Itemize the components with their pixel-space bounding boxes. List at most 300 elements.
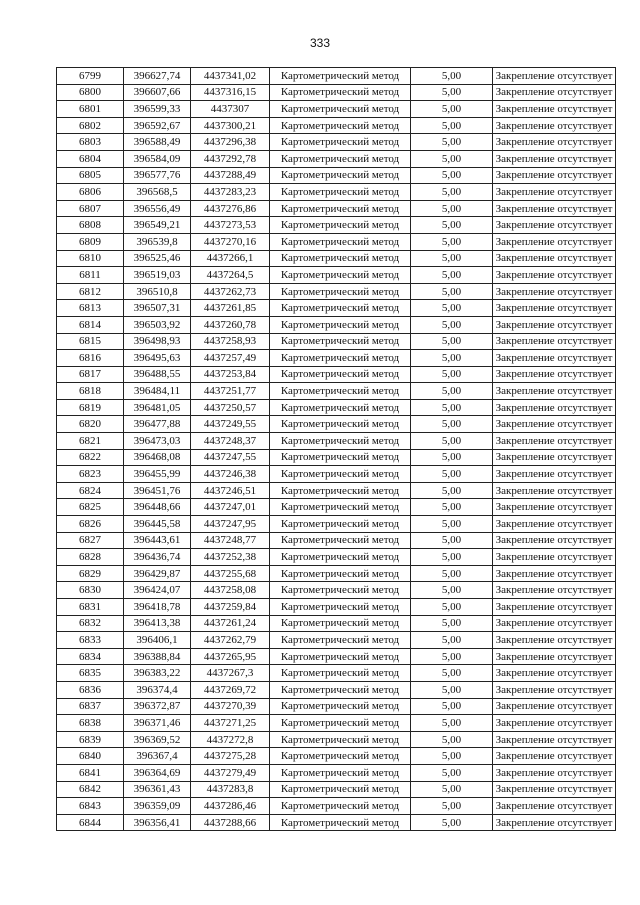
table-row [57, 615, 616, 632]
y-coordinate-cell: 4437279,49 [191, 764, 270, 781]
method-cell: Картометрический метод [270, 516, 411, 533]
fixation-cell: Закрепление отсутствует [493, 698, 616, 715]
point-number-cell: 6822 [57, 449, 124, 466]
y-coordinate-cell: 4437253,84 [191, 366, 270, 383]
accuracy-cell: 5,00 [411, 68, 493, 85]
x-coordinate-cell: 396445,58 [124, 516, 191, 533]
point-number-cell: 6815 [57, 333, 124, 350]
point-number-cell: 6807 [57, 200, 124, 217]
accuracy-cell: 5,00 [411, 150, 493, 167]
point-number-cell: 6837 [57, 698, 124, 715]
fixation-cell: Закрепление отсутствует [493, 134, 616, 151]
fixation-cell: Закрепление отсутствует [493, 599, 616, 616]
fixation-cell: Закрепление отсутствует [493, 416, 616, 433]
x-coordinate-cell: 396418,78 [124, 599, 191, 616]
accuracy-cell: 5,00 [411, 532, 493, 549]
method-cell: Картометрический метод [270, 233, 411, 250]
table-row [57, 283, 616, 300]
point-number-cell: 6824 [57, 482, 124, 499]
y-coordinate-cell: 4437292,78 [191, 150, 270, 167]
accuracy-cell: 5,00 [411, 383, 493, 400]
point-number-cell: 6835 [57, 665, 124, 682]
x-coordinate-cell: 396477,88 [124, 416, 191, 433]
accuracy-cell: 5,00 [411, 316, 493, 333]
y-coordinate-cell: 4437288,66 [191, 814, 270, 831]
table-row [57, 681, 616, 698]
accuracy-cell: 5,00 [411, 283, 493, 300]
y-coordinate-cell: 4437266,1 [191, 250, 270, 267]
fixation-cell: Закрепление отсутствует [493, 84, 616, 101]
fixation-cell: Закрепление отсутствует [493, 316, 616, 333]
x-coordinate-cell: 396588,49 [124, 134, 191, 151]
method-cell: Картометрический метод [270, 350, 411, 367]
point-number-cell: 6840 [57, 748, 124, 765]
point-number-cell: 6829 [57, 565, 124, 582]
point-number-cell: 6818 [57, 383, 124, 400]
fixation-cell: Закрепление отсутствует [493, 748, 616, 765]
fixation-cell: Закрепление отсутствует [493, 565, 616, 582]
fixation-cell: Закрепление отсутствует [493, 184, 616, 201]
point-number-cell: 6832 [57, 615, 124, 632]
x-coordinate-cell: 396584,09 [124, 150, 191, 167]
point-number-cell: 6810 [57, 250, 124, 267]
accuracy-cell: 5,00 [411, 416, 493, 433]
method-cell: Картометрический метод [270, 532, 411, 549]
accuracy-cell: 5,00 [411, 582, 493, 599]
y-coordinate-cell: 4437246,51 [191, 482, 270, 499]
x-coordinate-cell: 396356,41 [124, 814, 191, 831]
x-coordinate-cell: 396364,69 [124, 764, 191, 781]
y-coordinate-cell: 4437269,72 [191, 681, 270, 698]
table-row [57, 200, 616, 217]
accuracy-cell: 5,00 [411, 134, 493, 151]
accuracy-cell: 5,00 [411, 499, 493, 516]
accuracy-cell: 5,00 [411, 101, 493, 118]
point-number-cell: 6826 [57, 516, 124, 533]
method-cell: Картометрический метод [270, 300, 411, 317]
method-cell: Картометрический метод [270, 167, 411, 184]
table-row [57, 366, 616, 383]
table-row [57, 300, 616, 317]
point-number-cell: 6804 [57, 150, 124, 167]
fixation-cell: Закрепление отсутствует [493, 798, 616, 815]
table-row [57, 582, 616, 599]
x-coordinate-cell: 396451,76 [124, 482, 191, 499]
coordinates-table [56, 67, 616, 831]
method-cell: Картометрический метод [270, 101, 411, 118]
y-coordinate-cell: 4437265,95 [191, 648, 270, 665]
coordinates-table-body [57, 68, 616, 831]
y-coordinate-cell: 4437258,08 [191, 582, 270, 599]
table-row [57, 814, 616, 831]
accuracy-cell: 5,00 [411, 233, 493, 250]
table-row [57, 433, 616, 450]
table-row [57, 748, 616, 765]
accuracy-cell: 5,00 [411, 764, 493, 781]
x-coordinate-cell: 396592,67 [124, 117, 191, 134]
fixation-cell: Закрепление отсутствует [493, 516, 616, 533]
fixation-cell: Закрепление отсутствует [493, 200, 616, 217]
x-coordinate-cell: 396448,66 [124, 499, 191, 516]
fixation-cell: Закрепление отсутствует [493, 233, 616, 250]
table-row [57, 648, 616, 665]
y-coordinate-cell: 4437259,84 [191, 599, 270, 616]
accuracy-cell: 5,00 [411, 599, 493, 616]
x-coordinate-cell: 396607,66 [124, 84, 191, 101]
x-coordinate-cell: 396495,63 [124, 350, 191, 367]
point-number-cell: 6827 [57, 532, 124, 549]
point-number-cell: 6828 [57, 549, 124, 566]
point-number-cell: 6825 [57, 499, 124, 516]
x-coordinate-cell: 396484,11 [124, 383, 191, 400]
method-cell: Картометрический метод [270, 814, 411, 831]
y-coordinate-cell: 4437250,57 [191, 399, 270, 416]
x-coordinate-cell: 396372,87 [124, 698, 191, 715]
accuracy-cell: 5,00 [411, 565, 493, 582]
y-coordinate-cell: 4437307 [191, 101, 270, 118]
point-number-cell: 6799 [57, 68, 124, 85]
method-cell: Картометрический метод [270, 283, 411, 300]
point-number-cell: 6819 [57, 399, 124, 416]
table-row [57, 665, 616, 682]
accuracy-cell: 5,00 [411, 681, 493, 698]
x-coordinate-cell: 396473,03 [124, 433, 191, 450]
x-coordinate-cell: 396443,61 [124, 532, 191, 549]
accuracy-cell: 5,00 [411, 466, 493, 483]
x-coordinate-cell: 396549,21 [124, 217, 191, 234]
accuracy-cell: 5,00 [411, 433, 493, 450]
fixation-cell: Закрепление отсутствует [493, 283, 616, 300]
point-number-cell: 6838 [57, 715, 124, 732]
y-coordinate-cell: 4437262,73 [191, 283, 270, 300]
y-coordinate-cell: 4437296,38 [191, 134, 270, 151]
table-row [57, 333, 616, 350]
point-number-cell: 6833 [57, 632, 124, 649]
method-cell: Картометрический метод [270, 681, 411, 698]
accuracy-cell: 5,00 [411, 615, 493, 632]
method-cell: Картометрический метод [270, 565, 411, 582]
method-cell: Картометрический метод [270, 698, 411, 715]
fixation-cell: Закрепление отсутствует [493, 648, 616, 665]
method-cell: Картометрический метод [270, 549, 411, 566]
x-coordinate-cell: 396525,46 [124, 250, 191, 267]
point-number-cell: 6811 [57, 267, 124, 284]
x-coordinate-cell: 396371,46 [124, 715, 191, 732]
y-coordinate-cell: 4437273,53 [191, 217, 270, 234]
x-coordinate-cell: 396374,4 [124, 681, 191, 698]
accuracy-cell: 5,00 [411, 698, 493, 715]
method-cell: Картометрический метод [270, 715, 411, 732]
fixation-cell: Закрепление отсутствует [493, 731, 616, 748]
point-number-cell: 6843 [57, 798, 124, 815]
method-cell: Картометрический метод [270, 615, 411, 632]
method-cell: Картометрический метод [270, 499, 411, 516]
accuracy-cell: 5,00 [411, 632, 493, 649]
fixation-cell: Закрепление отсутствует [493, 715, 616, 732]
x-coordinate-cell: 396627,74 [124, 68, 191, 85]
accuracy-cell: 5,00 [411, 781, 493, 798]
table-row [57, 632, 616, 649]
method-cell: Картометрический метод [270, 316, 411, 333]
method-cell: Картометрический метод [270, 648, 411, 665]
y-coordinate-cell: 4437258,93 [191, 333, 270, 350]
method-cell: Картометрический метод [270, 267, 411, 284]
y-coordinate-cell: 4437264,5 [191, 267, 270, 284]
method-cell: Картометрический метод [270, 416, 411, 433]
x-coordinate-cell: 396539,8 [124, 233, 191, 250]
fixation-cell: Закрепление отсутствует [493, 632, 616, 649]
x-coordinate-cell: 396510,8 [124, 283, 191, 300]
method-cell: Картометрический метод [270, 731, 411, 748]
fixation-cell: Закрепление отсутствует [493, 433, 616, 450]
method-cell: Картометрический метод [270, 764, 411, 781]
table-row [57, 715, 616, 732]
method-cell: Картометрический метод [270, 200, 411, 217]
point-number-cell: 6814 [57, 316, 124, 333]
accuracy-cell: 5,00 [411, 748, 493, 765]
table-row [57, 233, 616, 250]
point-number-cell: 6808 [57, 217, 124, 234]
y-coordinate-cell: 4437300,21 [191, 117, 270, 134]
fixation-cell: Закрепление отсутствует [493, 250, 616, 267]
y-coordinate-cell: 4437252,38 [191, 549, 270, 566]
fixation-cell: Закрепление отсутствует [493, 549, 616, 566]
fixation-cell: Закрепление отсутствует [493, 681, 616, 698]
y-coordinate-cell: 4437251,77 [191, 383, 270, 400]
accuracy-cell: 5,00 [411, 715, 493, 732]
method-cell: Картометрический метод [270, 781, 411, 798]
point-number-cell: 6841 [57, 764, 124, 781]
accuracy-cell: 5,00 [411, 665, 493, 682]
y-coordinate-cell: 4437276,86 [191, 200, 270, 217]
method-cell: Картометрический метод [270, 482, 411, 499]
y-coordinate-cell: 4437247,95 [191, 516, 270, 533]
method-cell: Картометрический метод [270, 433, 411, 450]
accuracy-cell: 5,00 [411, 516, 493, 533]
x-coordinate-cell: 396424,07 [124, 582, 191, 599]
fixation-cell: Закрепление отсутствует [493, 217, 616, 234]
table-row [57, 134, 616, 151]
point-number-cell: 6831 [57, 599, 124, 616]
x-coordinate-cell: 396507,31 [124, 300, 191, 317]
fixation-cell: Закрепление отсутствует [493, 482, 616, 499]
x-coordinate-cell: 396455,99 [124, 466, 191, 483]
y-coordinate-cell: 4437283,8 [191, 781, 270, 798]
table-row [57, 449, 616, 466]
page-number: 333 [309, 36, 331, 50]
table-row [57, 117, 616, 134]
y-coordinate-cell: 4437249,55 [191, 416, 270, 433]
fixation-cell: Закрепление отсутствует [493, 399, 616, 416]
point-number-cell: 6817 [57, 366, 124, 383]
accuracy-cell: 5,00 [411, 267, 493, 284]
method-cell: Картометрический метод [270, 366, 411, 383]
x-coordinate-cell: 396369,52 [124, 731, 191, 748]
method-cell: Картометрический метод [270, 748, 411, 765]
accuracy-cell: 5,00 [411, 200, 493, 217]
table-row [57, 781, 616, 798]
point-number-cell: 6813 [57, 300, 124, 317]
y-coordinate-cell: 4437261,24 [191, 615, 270, 632]
accuracy-cell: 5,00 [411, 250, 493, 267]
y-coordinate-cell: 4437262,79 [191, 632, 270, 649]
point-number-cell: 6805 [57, 167, 124, 184]
fixation-cell: Закрепление отсутствует [493, 150, 616, 167]
method-cell: Картометрический метод [270, 84, 411, 101]
accuracy-cell: 5,00 [411, 399, 493, 416]
fixation-cell: Закрепление отсутствует [493, 466, 616, 483]
fixation-cell: Закрепление отсутствует [493, 300, 616, 317]
point-number-cell: 6836 [57, 681, 124, 698]
method-cell: Картометрический метод [270, 250, 411, 267]
fixation-cell: Закрепление отсутствует [493, 665, 616, 682]
method-cell: Картометрический метод [270, 582, 411, 599]
x-coordinate-cell: 396568,5 [124, 184, 191, 201]
method-cell: Картометрический метод [270, 399, 411, 416]
fixation-cell: Закрепление отсутствует [493, 582, 616, 599]
method-cell: Картометрический метод [270, 117, 411, 134]
accuracy-cell: 5,00 [411, 84, 493, 101]
table-row [57, 350, 616, 367]
y-coordinate-cell: 4437272,8 [191, 731, 270, 748]
x-coordinate-cell: 396388,84 [124, 648, 191, 665]
x-coordinate-cell: 396383,22 [124, 665, 191, 682]
x-coordinate-cell: 396503,92 [124, 316, 191, 333]
point-number-cell: 6842 [57, 781, 124, 798]
table-row [57, 101, 616, 118]
x-coordinate-cell: 396367,4 [124, 748, 191, 765]
table-row [57, 731, 616, 748]
accuracy-cell: 5,00 [411, 798, 493, 815]
method-cell: Картометрический метод [270, 449, 411, 466]
point-number-cell: 6803 [57, 134, 124, 151]
y-coordinate-cell: 4437270,16 [191, 233, 270, 250]
y-coordinate-cell: 4437248,77 [191, 532, 270, 549]
x-coordinate-cell: 396481,05 [124, 399, 191, 416]
table-row [57, 150, 616, 167]
y-coordinate-cell: 4437247,55 [191, 449, 270, 466]
accuracy-cell: 5,00 [411, 350, 493, 367]
accuracy-cell: 5,00 [411, 117, 493, 134]
y-coordinate-cell: 4437270,39 [191, 698, 270, 715]
accuracy-cell: 5,00 [411, 731, 493, 748]
y-coordinate-cell: 4437260,78 [191, 316, 270, 333]
fixation-cell: Закрепление отсутствует [493, 764, 616, 781]
fixation-cell: Закрепление отсутствует [493, 781, 616, 798]
y-coordinate-cell: 4437316,15 [191, 84, 270, 101]
point-number-cell: 6823 [57, 466, 124, 483]
method-cell: Картометрический метод [270, 184, 411, 201]
x-coordinate-cell: 396577,76 [124, 167, 191, 184]
x-coordinate-cell: 396519,03 [124, 267, 191, 284]
point-number-cell: 6844 [57, 814, 124, 831]
fixation-cell: Закрепление отсутствует [493, 350, 616, 367]
x-coordinate-cell: 396361,43 [124, 781, 191, 798]
y-coordinate-cell: 4437257,49 [191, 350, 270, 367]
point-number-cell: 6812 [57, 283, 124, 300]
table-row [57, 84, 616, 101]
table-row [57, 416, 616, 433]
fixation-cell: Закрепление отсутствует [493, 101, 616, 118]
accuracy-cell: 5,00 [411, 217, 493, 234]
accuracy-cell: 5,00 [411, 333, 493, 350]
accuracy-cell: 5,00 [411, 184, 493, 201]
y-coordinate-cell: 4437247,01 [191, 499, 270, 516]
table-row [57, 482, 616, 499]
y-coordinate-cell: 4437271,25 [191, 715, 270, 732]
table-row [57, 383, 616, 400]
x-coordinate-cell: 396498,93 [124, 333, 191, 350]
table-row [57, 516, 616, 533]
point-number-cell: 6839 [57, 731, 124, 748]
accuracy-cell: 5,00 [411, 648, 493, 665]
fixation-cell: Закрепление отсутствует [493, 117, 616, 134]
x-coordinate-cell: 396429,87 [124, 565, 191, 582]
method-cell: Картометрический метод [270, 150, 411, 167]
fixation-cell: Закрепление отсутствует [493, 267, 616, 284]
x-coordinate-cell: 396488,55 [124, 366, 191, 383]
fixation-cell: Закрепление отсутствует [493, 449, 616, 466]
point-number-cell: 6820 [57, 416, 124, 433]
point-number-cell: 6800 [57, 84, 124, 101]
method-cell: Картометрический метод [270, 68, 411, 85]
accuracy-cell: 5,00 [411, 549, 493, 566]
accuracy-cell: 5,00 [411, 449, 493, 466]
point-number-cell: 6802 [57, 117, 124, 134]
table-row [57, 532, 616, 549]
table-row [57, 184, 616, 201]
point-number-cell: 6834 [57, 648, 124, 665]
method-cell: Картометрический метод [270, 217, 411, 234]
method-cell: Картометрический метод [270, 466, 411, 483]
fixation-cell: Закрепление отсутствует [493, 532, 616, 549]
point-number-cell: 6821 [57, 433, 124, 450]
fixation-cell: Закрепление отсутствует [493, 383, 616, 400]
table-row [57, 267, 616, 284]
accuracy-cell: 5,00 [411, 300, 493, 317]
x-coordinate-cell: 396468,08 [124, 449, 191, 466]
table-row [57, 798, 616, 815]
table-row [57, 68, 616, 85]
y-coordinate-cell: 4437248,37 [191, 433, 270, 450]
fixation-cell: Закрепление отсутствует [493, 68, 616, 85]
point-number-cell: 6816 [57, 350, 124, 367]
method-cell: Картометрический метод [270, 599, 411, 616]
table-row [57, 466, 616, 483]
fixation-cell: Закрепление отсутствует [493, 615, 616, 632]
y-coordinate-cell: 4437286,46 [191, 798, 270, 815]
y-coordinate-cell: 4437288,49 [191, 167, 270, 184]
method-cell: Картометрический метод [270, 333, 411, 350]
method-cell: Картометрический метод [270, 798, 411, 815]
y-coordinate-cell: 4437341,02 [191, 68, 270, 85]
x-coordinate-cell: 396359,09 [124, 798, 191, 815]
y-coordinate-cell: 4437275,28 [191, 748, 270, 765]
x-coordinate-cell: 396413,38 [124, 615, 191, 632]
y-coordinate-cell: 4437246,38 [191, 466, 270, 483]
x-coordinate-cell: 396436,74 [124, 549, 191, 566]
x-coordinate-cell: 396556,49 [124, 200, 191, 217]
method-cell: Картометрический метод [270, 383, 411, 400]
point-number-cell: 6809 [57, 233, 124, 250]
fixation-cell: Закрепление отсутствует [493, 333, 616, 350]
table-row [57, 764, 616, 781]
table-row [57, 316, 616, 333]
y-coordinate-cell: 4437261,85 [191, 300, 270, 317]
method-cell: Картометрический метод [270, 134, 411, 151]
fixation-cell: Закрепление отсутствует [493, 814, 616, 831]
y-coordinate-cell: 4437255,68 [191, 565, 270, 582]
